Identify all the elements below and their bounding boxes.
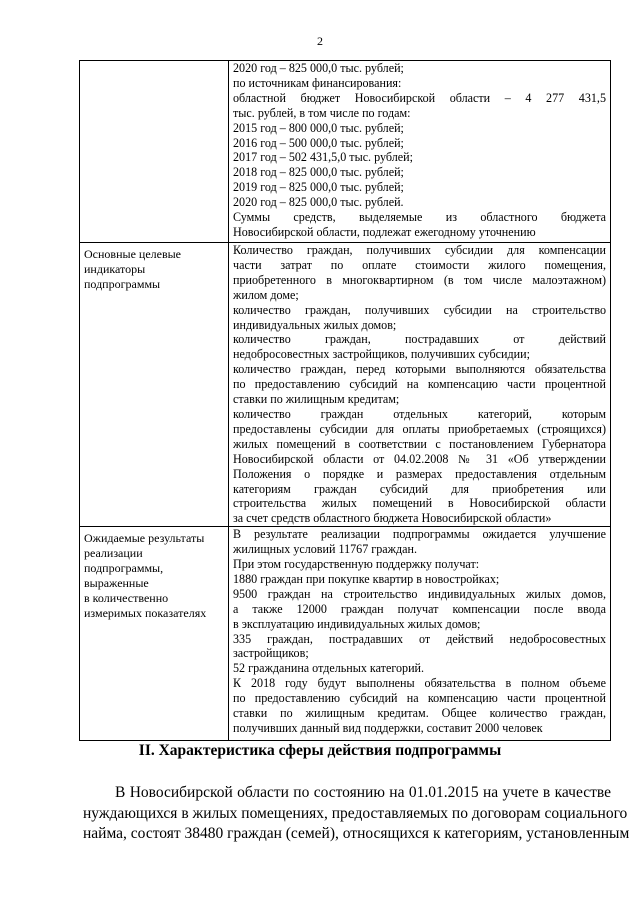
text-line: индикаторы: [84, 262, 146, 276]
text-line: а также 12000 граждан получат компенсации после ввода: [233, 601, 606, 616]
text-line: подпрограммы: [84, 277, 161, 291]
text-line: областной бюджет Новосибирской области – 4 277 431,5: [233, 90, 606, 105]
text-line: количество граждан отдельных категорий, которым: [233, 406, 606, 421]
text-line: количество граждан, получивших субсидии на строительство: [233, 302, 606, 317]
text-line: жилищных условий 11767 граждан.: [233, 542, 418, 557]
text-line: Основные целевые: [84, 247, 182, 261]
text-line: К 2018 году будут выполнены обязательства в полном объеме: [233, 676, 606, 691]
text-line: выраженные: [84, 576, 149, 591]
text-line: приобретенного в многоквартирном (в том числе малоэтажном): [233, 272, 606, 287]
text-line: тыс. рублей, в том числе по годам:: [233, 105, 411, 120]
text-line: 2017 год – 502 431,5,0 тыс. рублей;: [233, 150, 413, 165]
text-line: 2020 год – 825 000,0 тыс. рублей.: [233, 195, 404, 210]
page-number: 2: [317, 34, 323, 48]
text-line: 2019 год – 825 000,0 тыс. рублей;: [233, 180, 404, 195]
text-line: 2020 год – 825 000,0 тыс. рублей;: [233, 61, 404, 75]
text-line: Ожидаемые результаты: [84, 531, 205, 546]
text-line: 2016 год – 500 000,0 тыс. рублей;: [233, 135, 404, 150]
text-line: измеримых показателях: [84, 606, 207, 621]
text-line: в эксплуатацию индивидуальных жилых домов;: [233, 616, 481, 631]
text-line: застройщиков;: [233, 646, 309, 661]
text-line: 2018 год – 825 000,0 тыс. рублей;: [233, 165, 404, 180]
table-row: [80, 527, 611, 741]
text-line: категориям граждан субсидий для приобретения или: [233, 481, 606, 496]
text-line: В результате реализации подпрограммы ожидается улучшение: [233, 527, 606, 542]
text-line: части затрат по оплате стоимости жилого помещения,: [233, 257, 606, 272]
row-content-cell: [229, 527, 611, 741]
table-row: [80, 243, 611, 527]
table-row: [80, 61, 611, 243]
text-line: количество граждан, пострадавших от действий: [233, 332, 606, 347]
text-line: Новосибирской области, подлежат ежегодному уточнению: [233, 224, 536, 239]
paragraph-line: В Новосибирской области по состоянию на 01.01.2015 на учете в качестве: [115, 784, 611, 801]
row-content-cell: [229, 61, 611, 243]
text-line: по предоставлению субсидий на компенсацию части процентной: [233, 377, 606, 392]
row-content-cell: [229, 243, 611, 527]
text-line: 335 граждан, пострадавших от действий недобросовестных: [233, 631, 606, 646]
text-line: Положения о порядке и размерах предоставления отдельным: [233, 466, 606, 481]
text-line: строительства жилых помещений в Новосибирской области: [233, 496, 606, 511]
text-line: количество граждан, перед которыми выполняются обязательства: [233, 362, 606, 377]
text-line: реализации: [84, 546, 143, 561]
text-line: индивидуальных жилых домов;: [233, 317, 397, 332]
paragraph-line: нуждающихся в жилых помещениях, предоставляемых по договорам социального: [83, 804, 628, 822]
text-line: ставки по жилищным кредитам;: [233, 392, 400, 407]
text-line: 52 гражданина отдельных категорий.: [233, 661, 425, 676]
text-line: ставки по жилищным кредитам. Общее количество граждан,: [233, 706, 606, 721]
section-paragraph: [83, 783, 630, 845]
text-line: 9500 граждан на строительство индивидуальных жилых домов,: [233, 586, 606, 601]
text-line: жилом доме;: [233, 287, 299, 302]
text-line: Количество граждан, получивших субсидии для компенсации: [233, 243, 606, 257]
text-line: предоставлены субсидии для оплаты приобретаемых (строящихся): [233, 421, 606, 436]
text-line: При этом государственную поддержку получат:: [233, 557, 480, 572]
text-line: по источникам финансирования:: [233, 75, 402, 90]
section-heading: II. Характеристика сферы действия подпрограммы: [138, 742, 502, 759]
text-line: Суммы средств, выделяемые из областного бюджета: [233, 210, 606, 225]
text-line: жилых помещений в соответствии с постановлением Губернатора: [233, 436, 606, 451]
text-line: недобросовестных застройщиков, получивших субсидии;: [233, 347, 530, 362]
text-line: 1880 граждан при покупке квартир в новостройках;: [233, 571, 500, 586]
text-line: по предоставлению субсидий на компенсацию части процентной: [233, 691, 606, 706]
row-label-cell: [80, 527, 229, 741]
row-label-cell: [80, 243, 229, 527]
text-line: получивших данный вид поддержки, составит 2000 человек: [233, 721, 543, 735]
row-label-cell: [80, 61, 229, 243]
paragraph-line: найма, состоят 38480 граждан (семей), относящихся к категориям, установленным: [83, 825, 630, 842]
text-line: 2015 год – 800 000,0 тыс. рублей;: [233, 120, 404, 135]
subprogram-passport-table: [79, 60, 611, 741]
text-line: за счет средств областного бюджета Новосибирской области»: [233, 511, 552, 526]
text-line: в количественно: [84, 591, 169, 606]
text-line: Новосибирской области от 04.02.2008 № 31 «Об утверждении: [233, 451, 606, 466]
text-line: подпрограммы,: [84, 561, 164, 576]
